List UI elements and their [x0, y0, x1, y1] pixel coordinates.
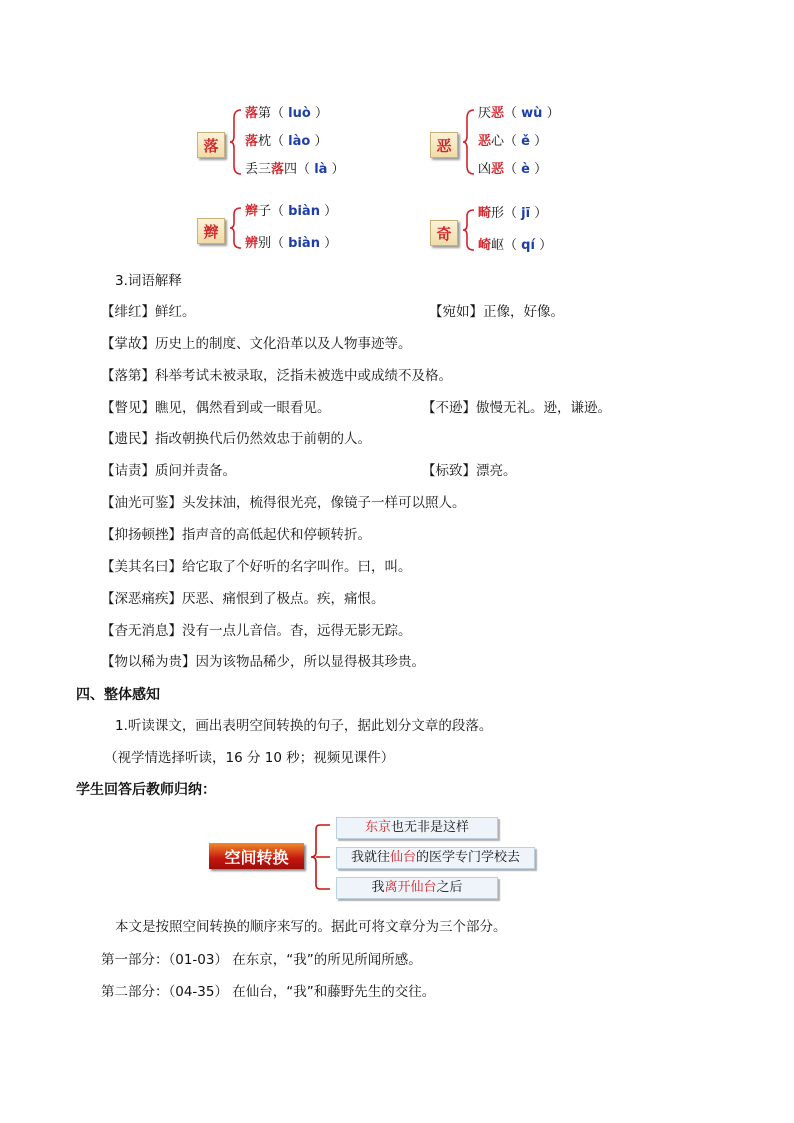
paragraph-intro: 本文是按照空间转换的顺序来写的。据此可将文章分为三个部分。 — [115, 919, 507, 935]
pron-row: 厌恶（ wù ） — [478, 106, 560, 121]
vocab-entry: 【杳无消息】没有一点儿音信。杳，远得无影无踪。 — [101, 623, 412, 639]
pron-row: 凶恶（ è ） — [478, 162, 548, 177]
vocab-entry: 【瞥见】瞧见，偶然看到或一眼看见。 — [101, 400, 331, 416]
char-box: 辫 — [197, 218, 225, 244]
pron-group-luo — [195, 104, 375, 180]
pron-row: 崎岖（ qí ） — [478, 238, 553, 253]
task-note: （视学情选择听读，16 分 10 秒；视频见课件） — [104, 750, 395, 766]
part-one: 第一部分：（01-03） 在东京，“我”的所见所闻所感。 — [101, 952, 422, 968]
vocab-entry: 【深恶痛疾】厌恶、痛恨到了极点。疾，痛恨。 — [101, 591, 385, 607]
vocab-entry: 【掌故】历史上的制度、文化沿革以及人物事迹等。 — [101, 336, 412, 352]
brace-icon — [229, 206, 243, 250]
pron-group-qi — [428, 204, 588, 256]
brace-icon — [462, 108, 476, 176]
pron-group-bian — [195, 202, 375, 254]
pron-row: 落枕（ lào ） — [245, 134, 328, 149]
pron-row: 辫子（ biàn ） — [245, 204, 338, 219]
location-box-sendai: 我就往仙台的医学专门学校去 — [336, 847, 535, 869]
pron-row: 落第（ luò ） — [245, 106, 328, 121]
vocab-entry: 【落第】科举考试未被录取，泛指未被选中或成绩不及格。 — [101, 368, 452, 384]
pron-row: 辨别（ biàn ） — [245, 236, 338, 251]
vocab-entry: 【美其名曰】给它取了个好听的名字叫作。曰，叫。 — [101, 559, 412, 575]
vocab-entry: 【标致】漂亮。 — [422, 463, 517, 479]
task-text: 1.听读课文，画出表明空间转换的句子，据此划分文章的段落。 — [115, 718, 493, 734]
char-box: 恶 — [430, 132, 458, 158]
part-two: 第二部分：（04-35） 在仙台，“我”和藤野先生的交往。 — [101, 984, 436, 1000]
char-box: 落 — [197, 132, 225, 158]
vocab-entry: 【不逊】傲慢无礼。逊，谦逊。 — [422, 400, 611, 416]
brace-icon — [462, 208, 476, 252]
vocab-entry: 【物以稀为贵】因为该物品稀少，所以显得极其珍贵。 — [101, 654, 425, 670]
location-box-tokyo: 东京也无非是这样 — [336, 817, 498, 839]
vocab-entry: 【油光可鉴】头发抹油，梳得很光亮，像镜子一样可以照人。 — [101, 495, 466, 511]
pron-group-e — [428, 104, 588, 180]
vocab-entry: 【诘责】质问并责备。 — [101, 463, 236, 479]
spatial-transform-label: 空间转换 — [209, 843, 304, 869]
brace-icon — [229, 108, 243, 176]
pron-row: 畸形（ jī ） — [478, 206, 548, 221]
pron-row: 丢三落四（ là ） — [245, 162, 345, 177]
brace-icon — [310, 821, 332, 893]
vocab-entry: 【遗民】指改朝换代后仍然效忠于前朝的人。 — [101, 431, 371, 447]
section-heading: 四、整体感知 — [76, 687, 160, 703]
pron-row: 恶心（ ě ） — [478, 134, 548, 149]
summary-heading: 学生回答后教师归纳： — [76, 782, 216, 798]
vocab-entry: 【宛如】正像，好像。 — [429, 304, 564, 320]
section-title: 3.词语解释 — [115, 273, 182, 289]
vocab-entry: 【绯红】鲜红。 — [101, 304, 196, 320]
char-box: 奇 — [430, 220, 458, 246]
location-box-leave-sendai: 我离开仙台之后 — [336, 877, 498, 899]
vocab-entry: 【抑扬顿挫】指声音的高低起伏和停顿转折。 — [101, 527, 371, 543]
